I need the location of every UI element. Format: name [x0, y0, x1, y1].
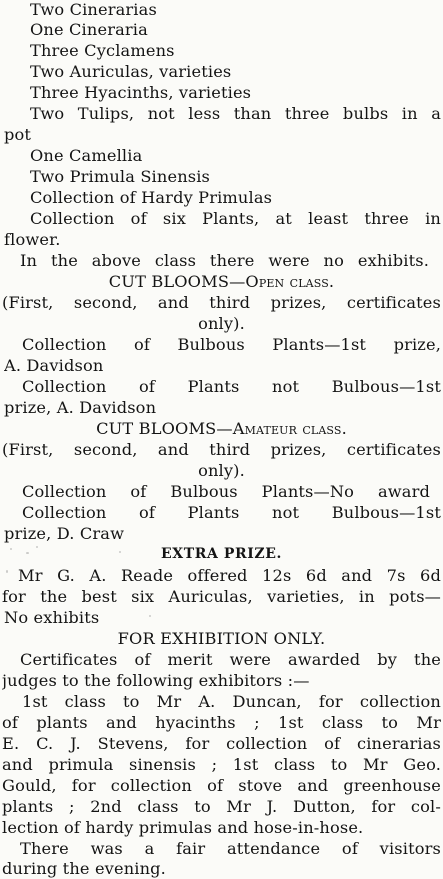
print-speck: [6, 570, 8, 573]
paragraph-line: (First, second, and third prizes, certificates: [2, 293, 441, 312]
text-line: flower.: [4, 230, 61, 249]
paragraph-line: judges to the following exhibitors :—: [2, 671, 310, 690]
paragraph-line: Mr G. A. Reade offered 12s 6d and 7s 6d: [18, 566, 441, 585]
paragraph-line: A. Davidson: [4, 356, 104, 375]
print-speck: [119, 551, 121, 553]
paragraph-line: (First, second, and third prizes, certificates: [2, 440, 441, 459]
print-speck: [36, 546, 38, 548]
section-heading: FOR EXHIBITION ONLY.: [117, 629, 326, 648]
paragraph-line: Gould, for collection of stove and greenhouse: [2, 776, 441, 795]
list-item: Two Auriculas, varieties: [30, 62, 232, 81]
paragraph-line: Collection of Plants not Bulbous—1st: [22, 377, 441, 396]
paragraph-line: prize, D. Craw: [4, 524, 125, 543]
paragraph-line: and primula sinensis ; 1st class to Mr Geo.: [2, 755, 441, 774]
paragraph-line: only).: [198, 461, 245, 480]
paragraph-line: There was a fair attendance of visitors: [20, 839, 441, 858]
list-item: Three Hyacinths, varieties: [30, 83, 252, 102]
print-speck: [149, 615, 151, 617]
paragraph-line: Collection of Bulbous Plants—No award: [22, 482, 430, 501]
paragraph-line: Collection of Bulbous Plants—1st prize,: [22, 335, 441, 354]
list-item: Two Tulips, not less than three bulbs in a: [30, 104, 441, 123]
paragraph-line: for the best six Auriculas, varieties, in pots—: [2, 587, 441, 606]
paragraph-line: lection of hardy primulas and hose-in-hose.: [2, 818, 364, 837]
paragraph-line: during the evening.: [2, 859, 166, 878]
print-speck: [10, 548, 12, 550]
list-item: Two Primula Sinensis: [30, 167, 211, 186]
list-item: Two Cinerarias: [30, 0, 157, 19]
paragraph-line: prize, A. Davidson: [4, 398, 157, 417]
paragraph-line: 1st class to Mr A. Duncan, for collection: [22, 692, 441, 711]
paragraph-line: plants ; 2nd class to Mr J. Dutton, for col-: [2, 797, 441, 816]
list-item: One Camellia: [30, 146, 143, 165]
paragraph-line: only).: [198, 314, 245, 333]
section-heading: CUT BLOOMS—Open class.: [108, 272, 335, 291]
paragraph-line: of plants and hyacinths ; 1st class to Mr: [2, 713, 441, 732]
list-item: Three Cyclamens: [30, 41, 175, 60]
section-heading: EXTRA PRIZE.: [161, 546, 282, 562]
list-item: One Cineraria: [30, 20, 148, 39]
section-heading: CUT BLOOMS—Amateur class.: [96, 419, 347, 438]
print-speck: [26, 552, 29, 554]
paragraph-line: Collection of Plants not Bulbous—1st: [22, 503, 441, 522]
paragraph-line: In the above class there were no exhibits.: [20, 251, 429, 270]
paragraph-line: No exhibits: [4, 608, 100, 627]
paragraph-line: Certificates of merit were awarded by the: [20, 650, 441, 669]
paragraph-line: E. C. J. Stevens, for collection of cinerarias: [2, 734, 441, 753]
list-item: Collection of Hardy Primulas: [30, 188, 273, 207]
text-line: pot: [4, 125, 32, 144]
list-item: Collection of six Plants, at least three in: [30, 209, 441, 228]
